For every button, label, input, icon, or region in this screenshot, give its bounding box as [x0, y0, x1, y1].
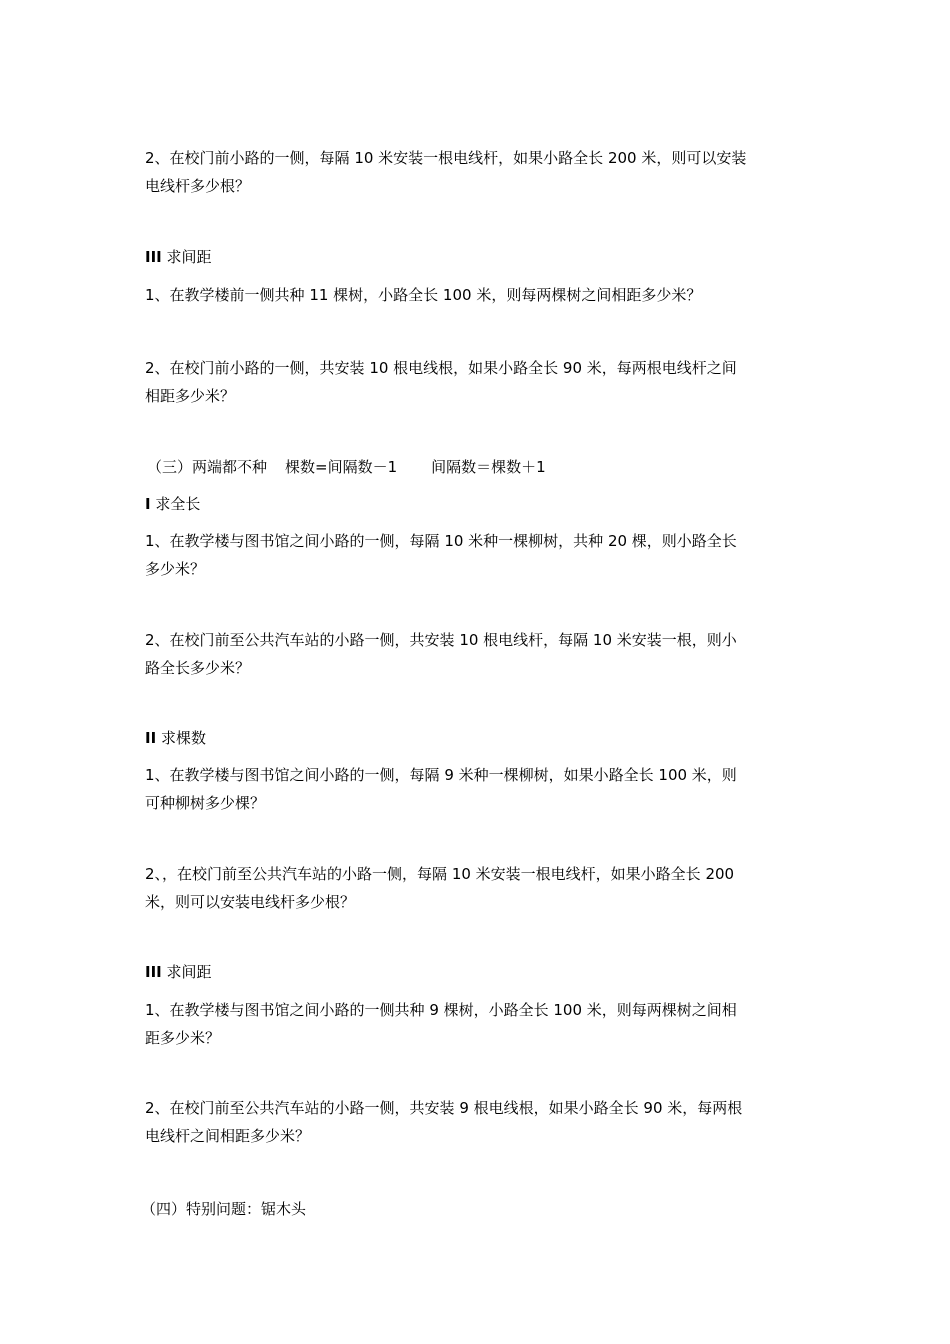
section-numeral: I — [145, 495, 151, 513]
problem-line: 2、在校门前至公共汽车站的小路一侧，共安装 9 根电线根，如果小路全长 90 米，每两根 — [145, 1099, 743, 1117]
section-title: 求间距 — [161, 248, 212, 266]
problem-line: 2、在校门前小路的一侧，每隔 10 米安装一根电线杆，如果小路全长 200 米，则可以安装 — [145, 149, 747, 167]
section-title: 求全长 — [150, 495, 201, 513]
problem-line: 1、在教学楼与图书馆之间小路的一侧，每隔 9 米种一棵柳树，如果小路全长 100 米，则 — [145, 766, 737, 784]
chapter-heading — [147, 456, 817, 478]
problem-line: 1、在教学楼与图书馆之间小路的一侧，每隔 10 米种一棵柳树，共种 20 棵，则小路全长 — [145, 532, 737, 550]
formula-trees: 棵数=间隔数－1 — [285, 458, 398, 476]
section-numeral: III — [145, 248, 162, 266]
problem-line: 距多少米？ — [145, 1029, 221, 1047]
chapter-title: （三）两端都不种 — [147, 458, 268, 476]
chapter-heading: （四）特别问题：锯木头 — [141, 1200, 307, 1218]
section-title: 求棵数 — [156, 729, 206, 747]
problem-line: 可种柳树多少棵？ — [145, 794, 266, 812]
section-heading — [145, 493, 815, 515]
section-heading — [145, 961, 815, 983]
problem-line: 1、在教学楼前一侧共种 11 棵树，小路全长 100 米，则每两棵树之间相距多少米？ — [145, 286, 702, 304]
problem-line: 电线杆多少根？ — [145, 177, 251, 195]
section-title: 求间距 — [161, 963, 212, 981]
problem-line: 多少米？ — [145, 560, 206, 578]
problem-line: 1、在教学楼与图书馆之间小路的一侧共种 9 棵树，小路全长 100 米，则每两棵树之间相 — [145, 1001, 737, 1019]
problem-line: 路全长多少米？ — [145, 659, 251, 677]
problem-line: 2、在校门前小路的一侧，共安装 10 根电线根，如果小路全长 90 米，每两根电线杆之间 — [145, 359, 737, 377]
section-heading — [145, 246, 815, 268]
problem-line: 2、，在校门前至公共汽车站的小路一侧，每隔 10 米安装一根电线杆，如果小路全长 200 — [145, 865, 735, 883]
section-numeral: III — [145, 963, 162, 981]
problem-line: 2、在校门前至公共汽车站的小路一侧，共安装 10 根电线杆，每隔 10 米安装一根，则小 — [145, 631, 737, 649]
problem-line: 米，则可以安装电线杆多少根？ — [145, 893, 356, 911]
formula-intervals: 间隔数＝棵数＋1 — [431, 458, 546, 476]
section-numeral: II — [145, 729, 157, 747]
problem-line: 电线杆之间相距多少米？ — [145, 1127, 311, 1145]
problem-line: 相距多少米？ — [145, 387, 236, 405]
section-heading — [145, 727, 815, 749]
